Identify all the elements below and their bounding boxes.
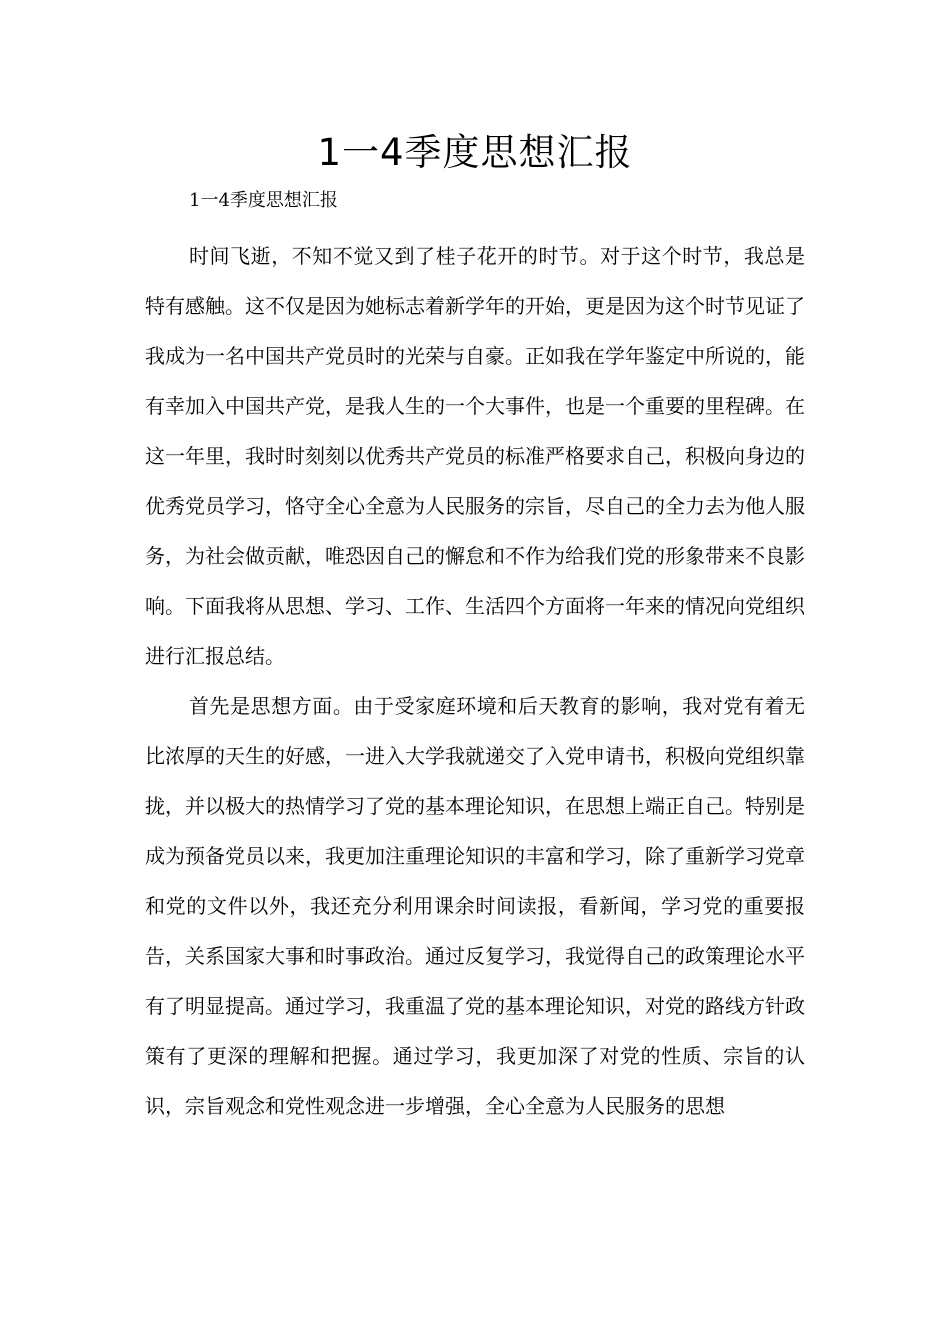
paragraph-2: 首先是思想方面。由于受家庭环境和后天教育的影响，我对党有着无比浓厚的天生的好感，一进入大学我就递交了入党申请书，积极向党组织靠拢，并以极大的热情学习了党的基本理论知识，在思想上端正自己。特别是成为预备党员以来，我更加注重理论知识的丰富和学习，除了重新学习党章和党的文件以外，我还充分利用课余时间读报，看新闻，学习党的重要报告，关系国家大事和时事政治。通过反复学习，我觉得自己的政策理论水平有了明显提高。通过学习，我重温了党的基本理论知识，对党的路线方针政策有了更深的理解和把握。通过学习，我更加深了对党的性质、宗旨的认识，宗旨观念和党性观念进一步增强，全心全意为人民服务的思想 [145,694,805,1118]
document-body [145,231,805,1131]
document-title: 1一4季度思想汇报 [317,131,633,174]
paragraph-1: 时间飞逝，不知不觉又到了桂子花开的时节。对于这个时节，我总是特有感触。这不仅是因为她标志着新学年的开始，更是因为这个时节见证了我成为一名中国共产党员时的光荣与自豪。正如我在学年鉴定中所说的，能有幸加入中国共产党，是我人生的一个大事件，也是一个重要的里程碑。在这一年里，我时时刻刻以优秀共产党员的标准严格要求自己，积极向身边的优秀党员学习，恪守全心全意为人民服务的宗旨，尽自己的全力去为他人服务，为社会做贡献，唯恐因自己的懈怠和不作为给我们党的形象带来不良影响。下面我将从思想、学习、工作、生活四个方面将一年来的情况向党组织进行汇报总结。 [145,244,805,668]
document-subtitle: 1一4季度思想汇报 [189,190,338,211]
